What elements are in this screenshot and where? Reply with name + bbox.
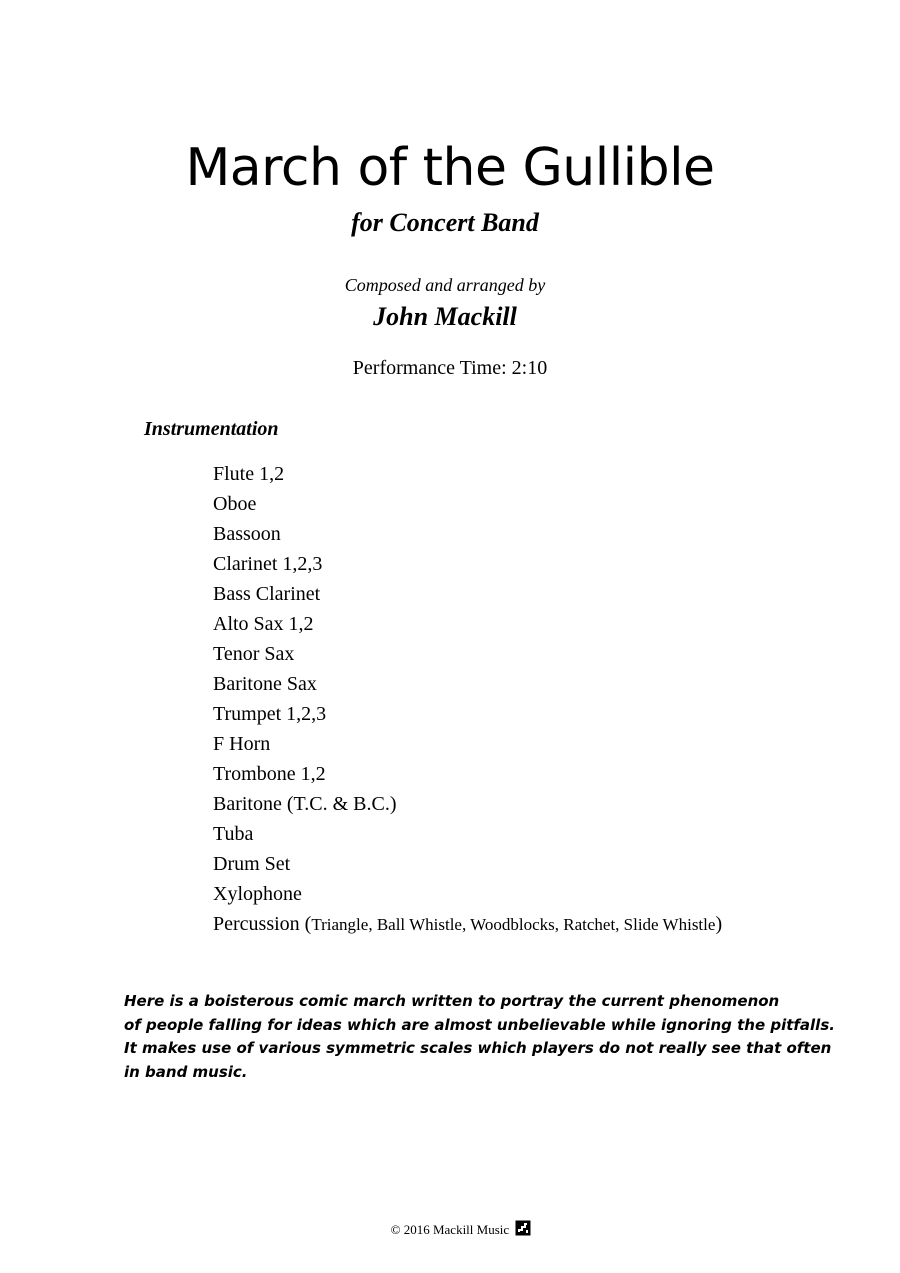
percussion-label: Percussion bbox=[213, 913, 300, 935]
instrument-item-percussion: Percussion (Triangle, Ball Whistle, Woodblocks, Ratchet, Slide Whistle) bbox=[213, 913, 723, 935]
instrument-item: Oboe bbox=[213, 493, 257, 515]
instrumentation-list bbox=[213, 459, 722, 939]
description-line: It makes use of various symmetric scales which players do not really see that often bbox=[124, 1039, 832, 1057]
instrument-item: Baritone Sax bbox=[213, 673, 317, 695]
instrument-item: Alto Sax 1,2 bbox=[213, 613, 314, 635]
footer bbox=[0, 1220, 900, 1242]
page-title: March of the Gullible bbox=[185, 138, 715, 198]
instrument-item: Baritone (T.C. & B.C.) bbox=[213, 793, 397, 815]
instrument-item: Bass Clarinet bbox=[213, 583, 321, 605]
description bbox=[124, 990, 835, 1084]
performance-time: Performance Time: 2:10 bbox=[352, 357, 548, 379]
instrumentation-heading: Instrumentation bbox=[144, 418, 279, 440]
description-line: of people falling for ideas which are almost unbelievable while ignoring the pitfalls. bbox=[124, 1015, 835, 1034]
credit-line: Composed and arranged by bbox=[344, 275, 546, 295]
copyright-text: © 2016 Mackill Music bbox=[390, 1222, 510, 1237]
instrument-item: Flute 1,2 bbox=[213, 463, 285, 485]
instrument-item: Tenor Sax bbox=[213, 643, 295, 665]
description-line: in band music. bbox=[124, 1062, 248, 1081]
instrument-item: F Horn bbox=[213, 733, 271, 755]
instrument-item: Bassoon bbox=[213, 523, 281, 545]
percussion-details: Triangle, Ball Whistle, Woodblocks, Ratchet, Slide Whistle bbox=[311, 915, 716, 934]
instrument-item: Drum Set bbox=[213, 853, 291, 875]
description-line: Here is a boisterous comic march written to portray the current phenomenon bbox=[124, 992, 780, 1010]
instrument-item: Trumpet 1,2,3 bbox=[213, 703, 327, 725]
instrument-item: Clarinet 1,2,3 bbox=[213, 553, 323, 575]
composer-name: John Mackill bbox=[373, 302, 517, 331]
subtitle: for Concert Band bbox=[351, 208, 539, 237]
mackill-music-logo-icon bbox=[515, 1220, 531, 1242]
instrument-item: Trombone 1,2 bbox=[213, 763, 326, 785]
instrument-item: Xylophone bbox=[213, 883, 302, 905]
instrument-item: Tuba bbox=[213, 823, 254, 845]
